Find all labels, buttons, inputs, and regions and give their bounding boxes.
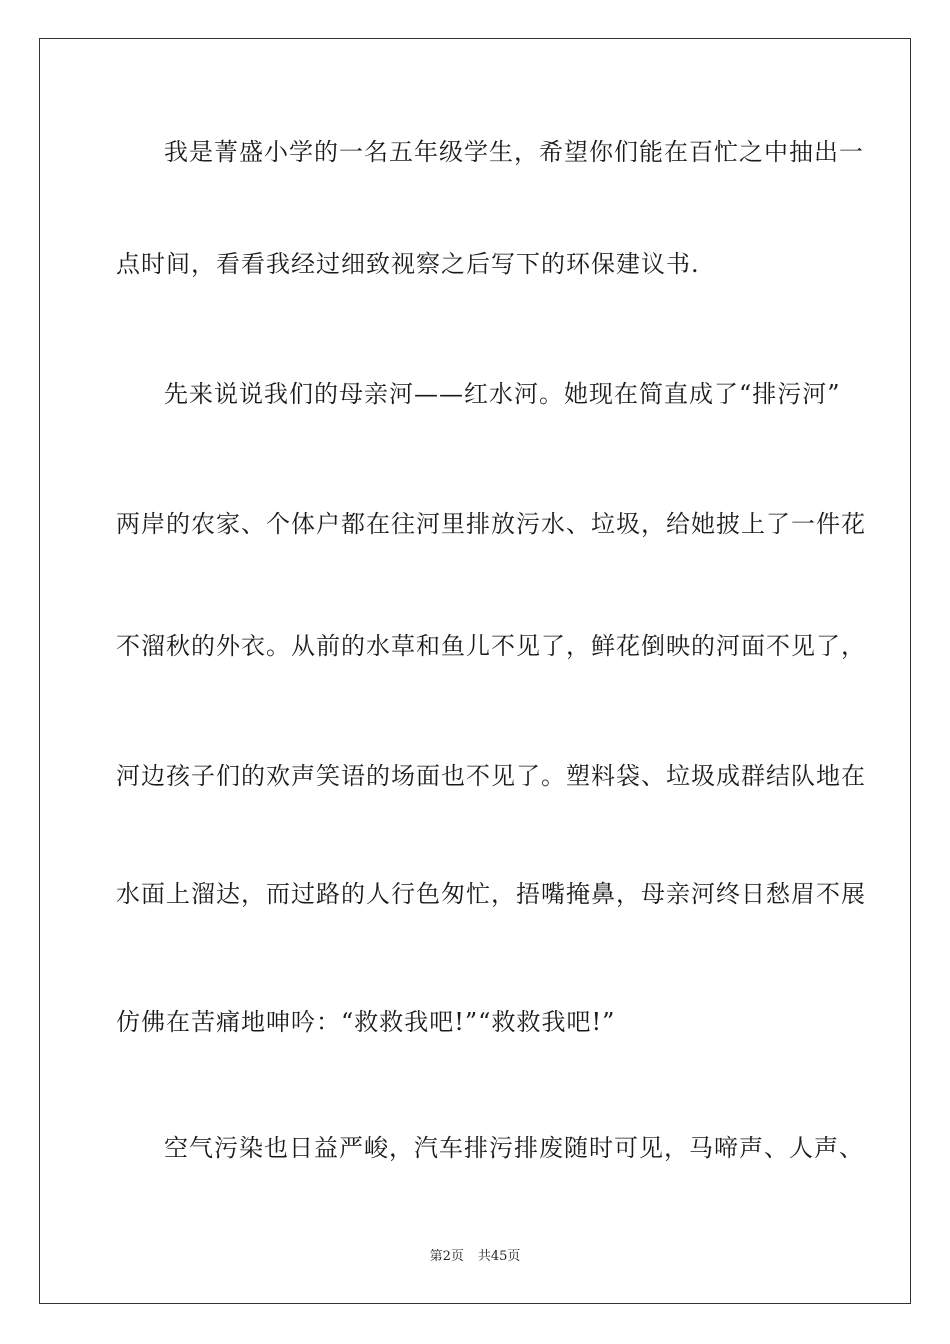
paragraph-2-line-5: 水面上溜达，而过路的人行色匆忙，捂嘴掩鼻，母亲河终日愁眉不展: [116, 880, 866, 908]
page-border: [39, 38, 911, 1304]
paragraph-2-line-4: 河边孩子们的欢声笑语的场面也不见了。塑料袋、垃圾成群结队地在: [116, 762, 866, 790]
paragraph-1-line-2: 点时间，看看我经过细致视察之后写下的环保建议书.: [116, 250, 700, 278]
paragraph-2-line-1: 先来说说我们的母亲河——红水河。她现在简直成了“排污河”: [164, 380, 841, 408]
paragraph-2-line-6: 仿佛在苦痛地呻吟：“救救我吧!”“救救我吧!”: [116, 1008, 616, 1036]
page-footer: [0, 1248, 950, 1266]
page-total: 共45页: [477, 1249, 521, 1264]
page-number: 第2页: [429, 1249, 464, 1264]
paragraph-1-line-1: 我是菁盛小学的一名五年级学生，希望你们能在百忙之中抽出一: [164, 138, 864, 166]
paragraph-3-line-1: 空气污染也日益严峻，汽车排污排废随时可见，马啼声、人声、: [164, 1134, 864, 1162]
paragraph-2-line-3: 不溜秋的外衣。从前的水草和鱼儿不见了，鲜花倒映的河面不见了，: [116, 632, 866, 660]
paragraph-2-line-2: 两岸的农家、个体户都在往河里排放污水、垃圾，给她披上了一件花: [116, 510, 866, 538]
